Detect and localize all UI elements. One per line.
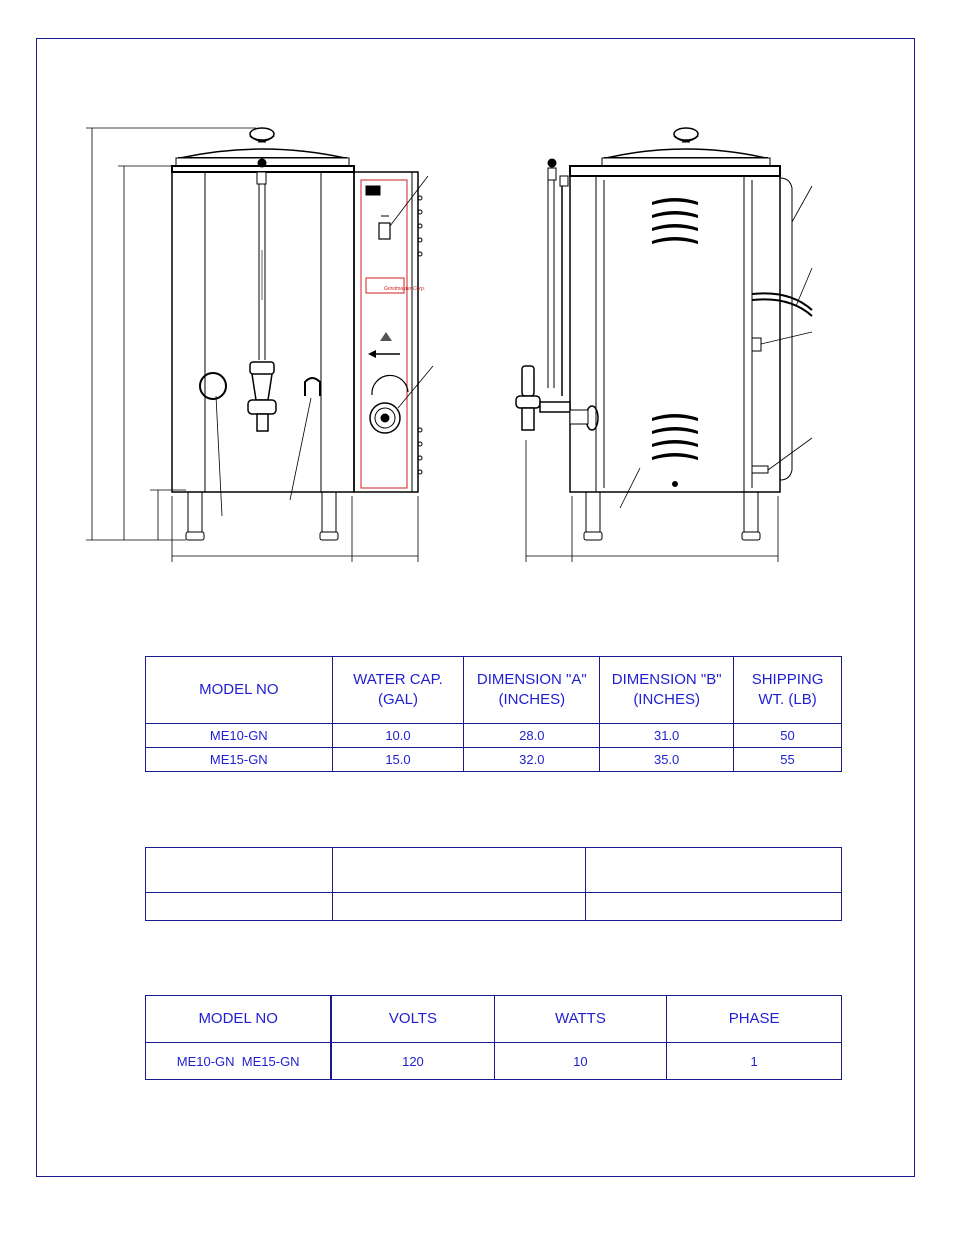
table-cell: ME15-GN	[146, 748, 333, 772]
table-cell: 15.0	[332, 748, 464, 772]
header-cell: WATTS	[494, 996, 667, 1043]
table-row	[146, 748, 842, 772]
table-cell	[332, 893, 586, 921]
side-gauge-icon	[548, 159, 568, 396]
table-cell	[332, 848, 586, 893]
table-cell: 28.0	[464, 724, 600, 748]
table-cell	[586, 893, 842, 921]
table-cell: 1	[667, 1043, 842, 1080]
table-row	[146, 1043, 842, 1080]
thermometer-dial-icon	[200, 373, 226, 399]
thermostat-knob-icon	[370, 375, 408, 433]
lid-knob-icon	[250, 128, 274, 142]
table-row	[146, 848, 842, 893]
electrical-table-header	[146, 996, 842, 1043]
header-cell: MODEL NO	[146, 996, 332, 1043]
capacity-table-header	[146, 657, 842, 724]
table-cell: 50	[734, 724, 842, 748]
sight-gauge-icon	[257, 159, 266, 360]
side-faucet-icon	[516, 366, 598, 430]
table-cell: 10	[494, 1043, 667, 1080]
header-cell: VOLTS	[331, 996, 494, 1043]
rear-switch-icon	[752, 338, 761, 351]
upper-vents	[652, 198, 698, 244]
triangle-indicator-icon	[380, 332, 392, 341]
header-cell: PHASE	[667, 996, 842, 1043]
capacity-dimension-table	[145, 656, 842, 772]
lid-knob-icon	[674, 128, 698, 142]
table-cell	[586, 848, 842, 893]
header-cell: SHIPPING WT. (LB)	[734, 657, 842, 724]
table-cell: 55	[734, 748, 842, 772]
table-cell: 32.0	[464, 748, 600, 772]
arrow-left-icon	[368, 350, 376, 358]
table-cell: ME10-GN	[146, 724, 333, 748]
side-view	[516, 128, 812, 562]
table-cell	[146, 893, 333, 921]
table-cell: 31.0	[600, 724, 734, 748]
table-cell	[146, 848, 333, 893]
front-view	[86, 128, 433, 562]
header-cell: WATER CAP. (GAL)	[332, 657, 464, 724]
power-switch-icon	[379, 223, 390, 239]
panel-brand-label: Grindmaster Corp.	[384, 286, 426, 292]
table-row	[146, 724, 842, 748]
table-cell: 35.0	[600, 748, 734, 772]
table-cell: 10.0	[332, 724, 464, 748]
electrical-table	[145, 995, 842, 1080]
table-cell: ME10-GN ME15-GN	[146, 1043, 332, 1080]
table-row	[146, 893, 842, 921]
table-cell: 120	[331, 1043, 494, 1080]
header-cell: MODEL NO	[146, 657, 333, 724]
header-cell: DIMENSION "B" (INCHES)	[600, 657, 734, 724]
faucet-icon	[248, 362, 276, 431]
drain-spout-icon	[305, 378, 320, 396]
lower-vents	[652, 414, 698, 460]
header-cell: DIMENSION "A" (INCHES)	[464, 657, 600, 724]
blank-table	[145, 847, 842, 921]
